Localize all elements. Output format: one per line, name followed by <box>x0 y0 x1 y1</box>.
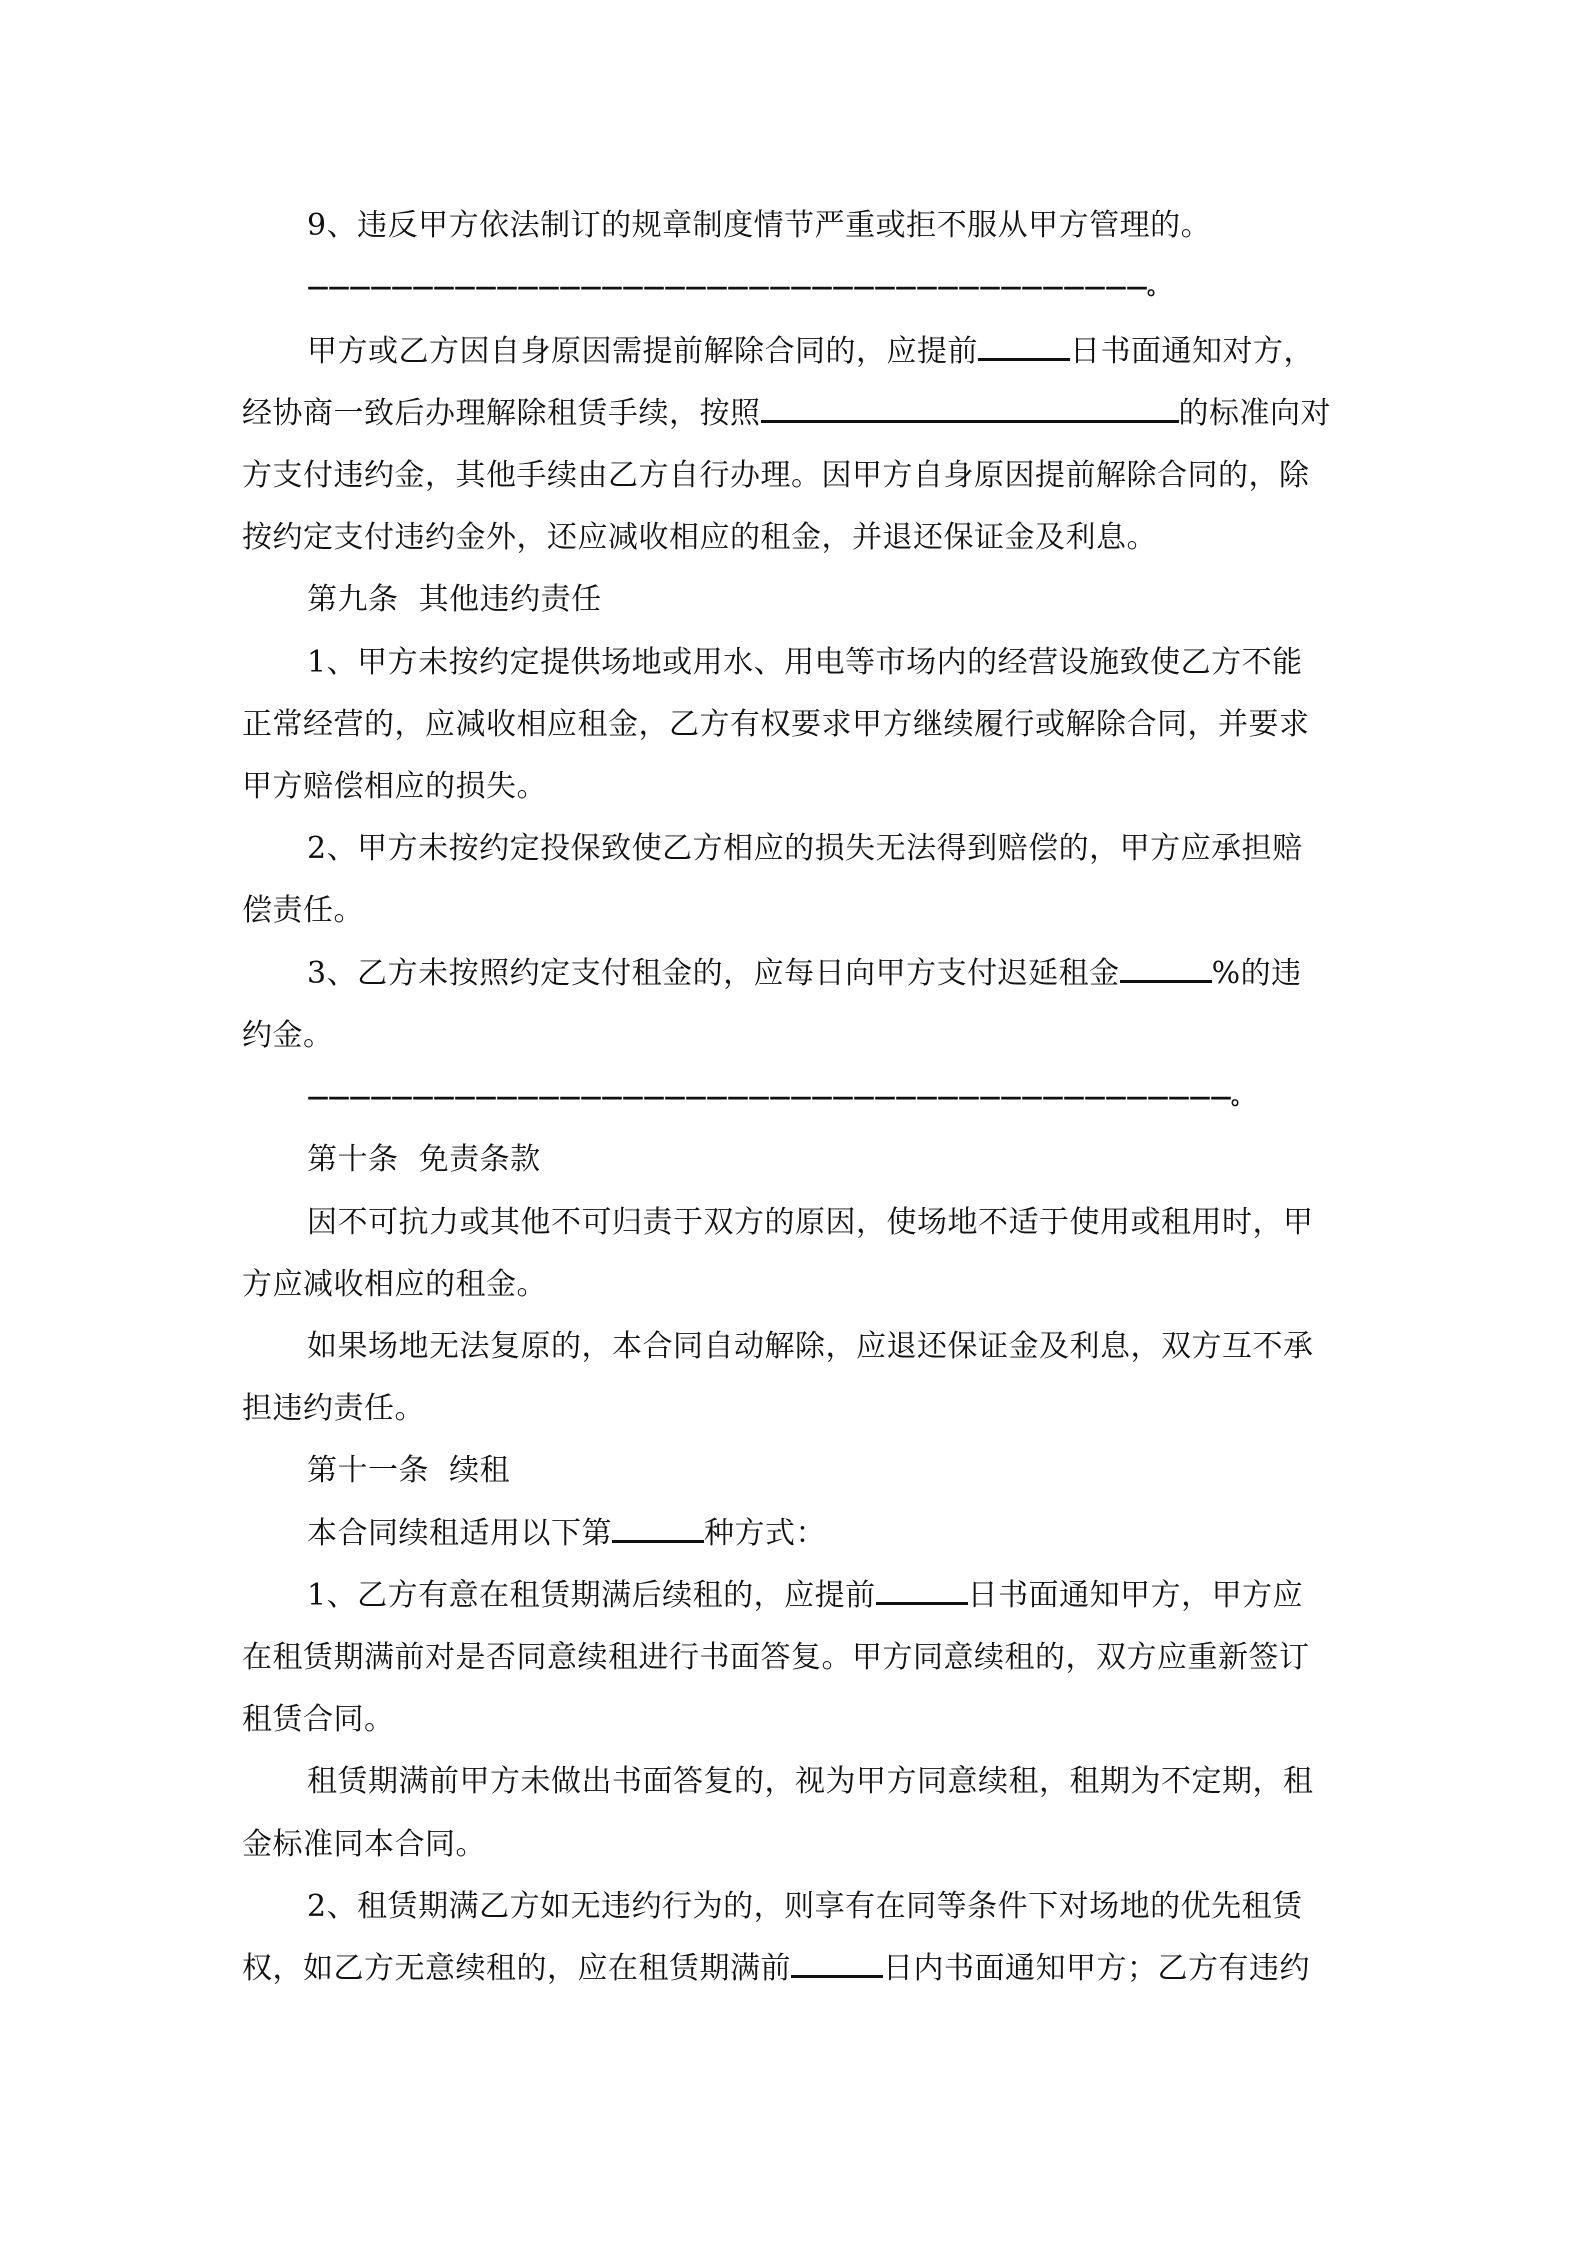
line-text: 在租赁期满前对是否同意续租进行书面答复。甲方同意续租的，双方应重新签订 <box>242 1640 1310 1675</box>
text-line <box>307 954 1302 994</box>
line-text: 日书面通知对方， <box>1070 334 1314 369</box>
section-heading <box>307 580 602 620</box>
line-text: 2、租赁期满乙方如无违约行为的，则享有在同等条件下对场地的优先租赁 <box>307 1889 1303 1924</box>
text-line <box>242 456 1310 496</box>
line-text: 因不可抗力或其他不可归责于双方的原因，使场地不适于使用或租用时，甲 <box>307 1205 1314 1240</box>
text-line <box>242 1389 425 1429</box>
text-line <box>307 1762 1314 1802</box>
line-text: 如果场地无法复原的，本合同自动解除，应退还保证金及利息，双方互不承 <box>307 1329 1314 1364</box>
text-line <box>307 206 1211 246</box>
line-text: 金标准同本合同。 <box>242 1827 486 1862</box>
text-line <box>307 1327 1314 1367</box>
line-text: 种方式： <box>704 1516 826 1551</box>
text-line <box>242 518 1157 558</box>
line-text: 2、甲方未按约定投保致使乙方相应的损失无法得到赔偿的，甲方应承担赔 <box>307 831 1303 866</box>
blank-field <box>761 394 1179 423</box>
text-line <box>307 1576 1303 1616</box>
text-line <box>242 1016 334 1056</box>
text-line <box>307 829 1303 869</box>
blank-fill: ————————————————————————————————————————。 <box>307 275 1169 300</box>
line-text: 3、乙方未按照约定支付租金的，应每日向甲方支付迟延租金 <box>307 956 1120 991</box>
text-line <box>242 705 1310 745</box>
line-text: 正常经营的，应减收相应租金，乙方有权要求甲方继续履行或解除合同，并要求 <box>242 707 1310 742</box>
text-line <box>307 1514 826 1554</box>
line-text: 日书面通知甲方，甲方应 <box>967 1578 1304 1613</box>
text-line <box>307 1203 1314 1243</box>
text-line <box>242 891 364 931</box>
line-text: 1、甲方未按约定提供场地或用水、用电等市场内的经营设施致使乙方不能 <box>307 645 1303 680</box>
blank-field <box>876 1576 968 1605</box>
line-text: 本合同续租适用以下第 <box>307 1516 612 1551</box>
line-text: 经协商一致后办理解除租赁手续，按照 <box>242 396 761 431</box>
text-line <box>242 394 1331 434</box>
blank-fill-line <box>307 1078 1252 1118</box>
text-line <box>242 1825 486 1865</box>
line-text: 方支付违约金，其他手续由乙方自行办理。因甲方自身原因提前解除合同的，除 <box>242 458 1310 493</box>
line-text: 租赁期满前甲方未做出书面答复的，视为甲方同意续租，租期为不定期，租 <box>307 1764 1314 1799</box>
text-line <box>307 1887 1303 1927</box>
text-line <box>242 1949 1310 1989</box>
line-text: 约金。 <box>242 1018 334 1053</box>
text-line <box>307 643 1303 683</box>
text-line <box>307 332 1314 372</box>
blank-field <box>791 1949 883 1978</box>
line-text: 甲方或乙方因自身原因需提前解除合同的，应提前 <box>307 334 978 369</box>
text-line <box>242 767 547 807</box>
text-line <box>242 1265 547 1305</box>
line-text: 甲方赔偿相应的损失。 <box>242 769 547 804</box>
line-text: 按约定支付违约金外，还应减收相应的租金，并退还保证金及利息。 <box>242 520 1157 555</box>
heading-text: 第十一条 续租 <box>307 1453 511 1488</box>
line-text: 方应减收相应的租金。 <box>242 1267 547 1302</box>
line-text: 担违约责任。 <box>242 1391 425 1426</box>
blank-field <box>612 1514 704 1543</box>
line-text: 日内书面通知甲方；乙方有违约 <box>883 1951 1310 1986</box>
line-text: %的违 <box>1211 956 1302 991</box>
blank-fill: ————————————————————————————————————————————。 <box>307 1085 1253 1110</box>
blank-fill-line <box>307 268 1168 308</box>
text-line <box>242 1638 1310 1678</box>
line-text: 偿责任。 <box>242 893 364 928</box>
line-text: 的标准向对 <box>1178 396 1331 431</box>
line-text: 租赁合同。 <box>242 1702 395 1737</box>
line-text: 9、违反甲方依法制订的规章制度情节严重或拒不服从甲方管理的。 <box>307 208 1212 243</box>
text-line <box>242 1700 395 1740</box>
heading-text: 第十条 免责条款 <box>307 1142 541 1177</box>
blank-field <box>978 332 1070 361</box>
line-text: 1、乙方有意在租赁期满后续租的，应提前 <box>307 1578 876 1613</box>
blank-field <box>1120 954 1212 983</box>
section-heading <box>307 1451 510 1491</box>
line-text: 权，如乙方无意续租的，应在租赁期满前 <box>242 1951 791 1986</box>
section-heading <box>307 1140 541 1180</box>
heading-text: 第九条 其他违约责任 <box>307 582 602 617</box>
